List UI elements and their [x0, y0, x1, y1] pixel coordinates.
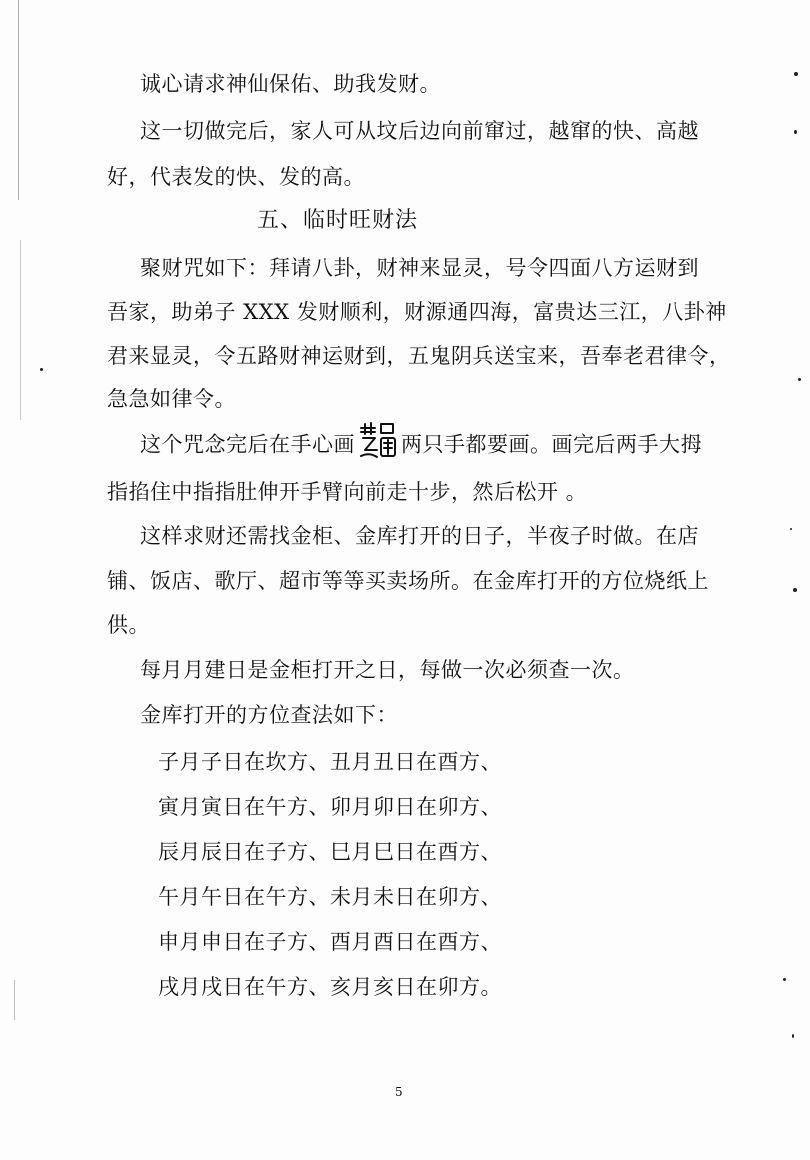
paragraph-line — [140, 430, 702, 462]
binding-mark — [18, 0, 19, 200]
scan-speck — [40, 368, 43, 371]
list-item: 寅月寅日在午方、卯月卯日在卯方、 — [158, 795, 502, 819]
paragraph-line: 铺、饭店、歌厅、超市等等买卖场所。在金库打开的方位烧纸上 — [107, 569, 709, 593]
scan-speck — [792, 1034, 794, 1038]
paragraph-line: 吾家，助弟子 XXX 发财顺利，财源通四海，富贵达三江，八卦神 — [107, 300, 727, 324]
paragraph-line: 金库打开的方位查法如下： — [140, 703, 398, 727]
binding-mark — [14, 980, 15, 1020]
paragraph-line: 这样求财还需找金柜、金库打开的日子，半夜子时做。在店 — [140, 524, 699, 548]
scan-speck — [798, 378, 801, 381]
paragraph-line: 急急如律令。 — [107, 387, 236, 411]
list-item: 子月子日在坎方、丑月丑日在酉方、 — [158, 750, 502, 774]
talisman-icon — [357, 420, 399, 462]
scan-speck — [783, 978, 786, 981]
paragraph-line: 诚心请求神仙保佑、助我发财。 — [140, 72, 441, 96]
paragraph-line: 君来显灵，令五路财神运财到，五鬼阴兵送宝来，吾奉老君律令， — [107, 344, 731, 368]
text-span: 这个咒念完后在手心画 — [140, 432, 355, 457]
paragraph-line: 好，代表发的快、发的高。 — [107, 165, 365, 189]
paragraph-line: 指掐住中指指肚伸开手臂向前走十步，然后松开 。 — [107, 480, 588, 504]
list-item: 午月午日在午方、未月未日在卯方、 — [158, 885, 502, 909]
scan-speck — [794, 72, 798, 76]
paragraph-line: 供。 — [107, 613, 150, 637]
paragraph-line: 每月月建日是金柜打开之日，每做一次必须查一次。 — [140, 658, 635, 682]
paragraph-line: 聚财咒如下：拜请八卦，财神来显灵，号令四面八方运财到 — [140, 256, 699, 280]
section-heading: 五、临时旺财法 — [257, 208, 419, 233]
text-span: 两只手都要画。画完后两手大拇 — [401, 432, 702, 457]
scan-speck — [794, 130, 797, 134]
scan-speck — [793, 588, 797, 592]
paragraph-line: 这一切做完后，家人可从坟后边向前窜过，越窜的快、高越 — [140, 119, 699, 143]
list-item: 申月申日在子方、酉月酉日在酉方、 — [158, 930, 502, 954]
scan-speck — [790, 528, 792, 530]
list-item: 戌月戌日在午方、亥月亥日在卯方。 — [158, 975, 502, 999]
binding-mark — [20, 240, 21, 420]
list-item: 辰月辰日在子方、巳月巳日在酉方、 — [158, 840, 502, 864]
page-number: 5 — [395, 1085, 403, 1099]
